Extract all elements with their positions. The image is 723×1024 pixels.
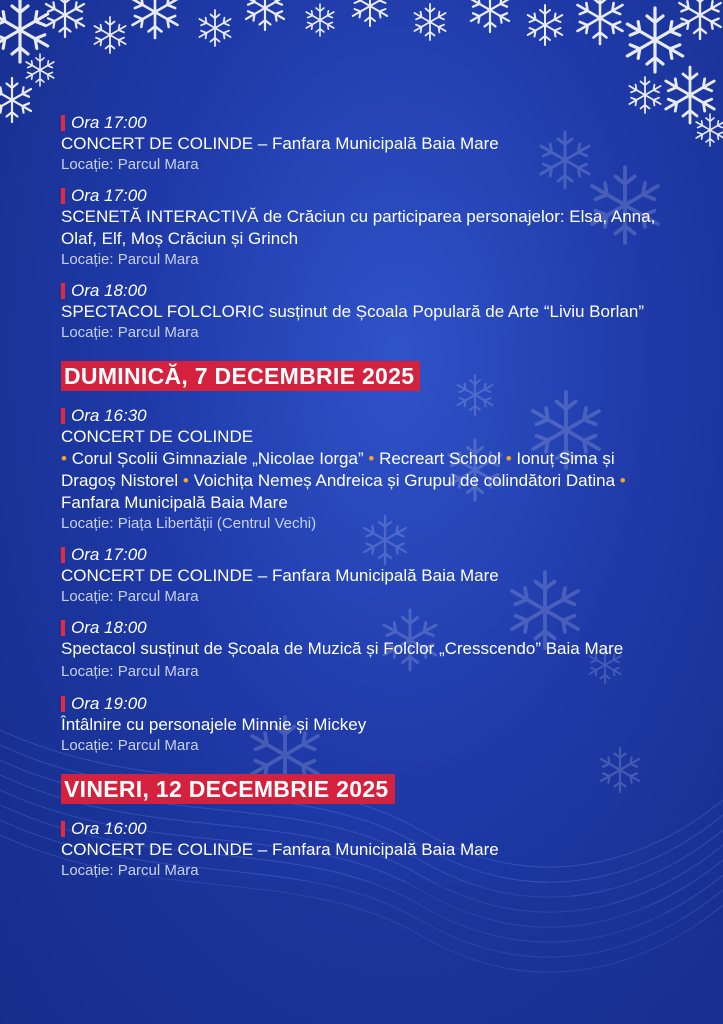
day-heading: DUMINICĂ, 7 DECEMBRIE 2025	[61, 361, 420, 391]
time-marker	[61, 115, 65, 131]
time-marker	[61, 408, 65, 424]
event-location: Locație: Parcul Mara	[61, 663, 199, 680]
event-item	[61, 693, 661, 756]
time-marker	[61, 188, 65, 204]
event-time-text: Ora 16:30	[71, 406, 147, 425]
event-time-text: Ora 18:00	[71, 281, 147, 300]
event-time	[61, 544, 661, 565]
performer: Recreart School	[379, 449, 501, 468]
event-time-text: Ora 17:00	[71, 545, 147, 564]
bullet-icon: •	[61, 449, 67, 468]
performer: Ionuț Sima și Dragoș Nistorel	[61, 449, 615, 490]
event-time	[61, 405, 661, 426]
performer: Fanfara Municipală Baia Mare	[61, 493, 288, 512]
event-location: Locație: Parcul Mara	[61, 324, 199, 341]
time-marker	[61, 620, 65, 636]
event-location: Locație: Parcul Mara	[61, 588, 199, 605]
event-item	[61, 280, 661, 343]
event-time-text: Ora 19:00	[71, 694, 147, 713]
event-item	[61, 617, 661, 683]
event-title: Întâlnire cu personajele Minnie și Mickey	[61, 715, 367, 734]
event-time	[61, 112, 661, 133]
event-item	[61, 818, 661, 881]
event-time-text: Ora 18:00	[71, 618, 147, 637]
performer: Voichița Nemeș Andreica și Grupul de colindători Datina	[193, 471, 616, 490]
event-location: Locație: Parcul Mara	[61, 737, 199, 754]
event-time-text: Ora 17:00	[71, 186, 147, 205]
event-location: Locație: Parcul Mara	[61, 156, 199, 173]
time-marker	[61, 821, 65, 837]
time-marker	[61, 696, 65, 712]
event-item	[61, 185, 661, 270]
event-title: SCENETĂ INTERACTIVĂ de Crăciun cu participarea personajelor: Elsa, Anna, Olaf, Elf, Moș Crăciun și Grinch	[61, 207, 656, 248]
event-title: CONCERT DE COLINDE – Fanfara Municipală Baia Mare	[61, 134, 499, 153]
event-item	[61, 544, 661, 607]
performer: Corul Școlii Gimnaziale „Nicolae Iorga”	[71, 449, 364, 468]
event-title: CONCERT DE COLINDE – Fanfara Municipală Baia Mare	[61, 566, 499, 585]
bullet-icon: •	[182, 471, 189, 490]
event-title: CONCERT DE COLINDE	[61, 427, 254, 446]
event-location: Locație: Piața Libertății (Centrul Vechi)	[61, 515, 317, 532]
event-time-text: Ora 17:00	[71, 113, 147, 132]
event-location: Locație: Parcul Mara	[61, 251, 199, 268]
time-marker	[61, 547, 65, 563]
performers-list	[61, 448, 661, 514]
event-time	[61, 818, 661, 839]
event-time	[61, 280, 661, 301]
event-item	[61, 405, 661, 534]
event-title: CONCERT DE COLINDE – Fanfara Municipală Baia Mare	[61, 840, 499, 859]
event-time	[61, 617, 661, 638]
event-time	[61, 693, 661, 714]
schedule-content	[61, 112, 661, 891]
event-title: SPECTACOL FOLCLORIC susținut de Școala Populară de Arte “Liviu Borlan”	[61, 302, 644, 321]
bullet-icon: •	[505, 449, 512, 468]
bullet-icon: •	[368, 449, 375, 468]
event-location: Locație: Parcul Mara	[61, 862, 199, 879]
bullet-icon: •	[619, 471, 626, 490]
event-item	[61, 112, 661, 175]
event-time-text: Ora 16:00	[71, 819, 147, 838]
event-time	[61, 185, 661, 206]
event-title-text: Spectacol susținut de Școala de Muzică și Folclor „Cresscendo” Baia Mare	[61, 639, 624, 658]
day-heading: VINERI, 12 DECEMBRIE 2025	[61, 774, 395, 804]
event-title	[61, 638, 661, 683]
time-marker	[61, 283, 65, 299]
